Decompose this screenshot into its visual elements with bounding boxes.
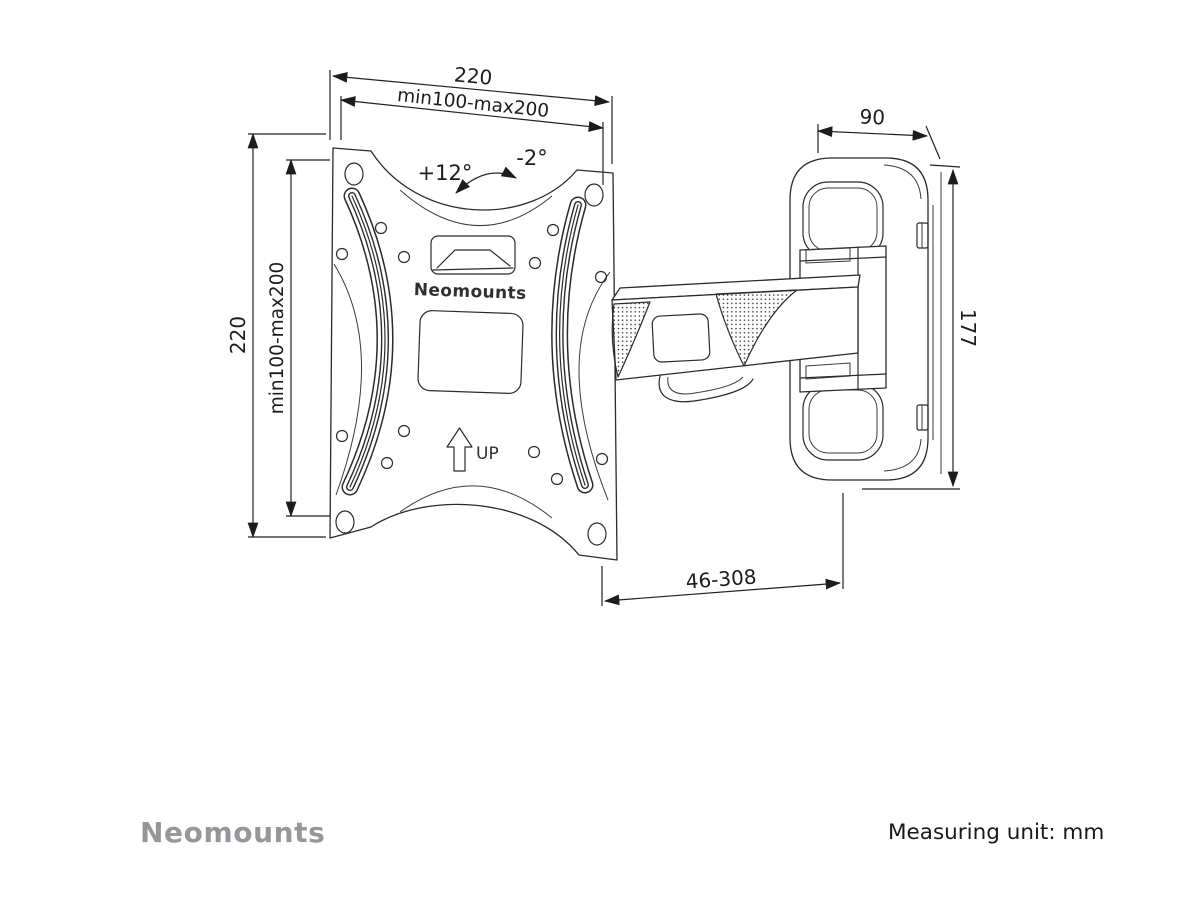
dim-overall-width-label: 220 (453, 62, 494, 90)
brand-logo: Neomounts (140, 816, 326, 849)
arm-hook-inner (668, 377, 743, 394)
dim-overall-height-label: 220 (226, 315, 250, 355)
dim-bracket-height-label: 177 (956, 308, 980, 348)
measuring-unit-label: Measuring unit: mm (888, 820, 1105, 845)
dim-extension-range (602, 493, 843, 606)
dim-bracket-width-label: 90 (859, 104, 886, 130)
vesa-plate (330, 146, 617, 560)
dim-bracket-width (818, 104, 940, 159)
tilt-down-label: -2° (516, 146, 548, 170)
dim-extension-range-label: 46-308 (684, 564, 758, 594)
dim-bracket-width-line (818, 131, 927, 136)
up-label: UP (476, 444, 499, 464)
footer (140, 816, 1104, 849)
dim-vesa-width-label: min100-max200 (396, 85, 551, 123)
dim-vesa-height (267, 160, 330, 516)
plate-brand-label: Neomounts (413, 280, 527, 304)
tilt-annotation (418, 146, 548, 193)
dim-vesa-height-label: min100-max200 (267, 261, 288, 415)
tilt-up-label: +12° (417, 161, 473, 185)
